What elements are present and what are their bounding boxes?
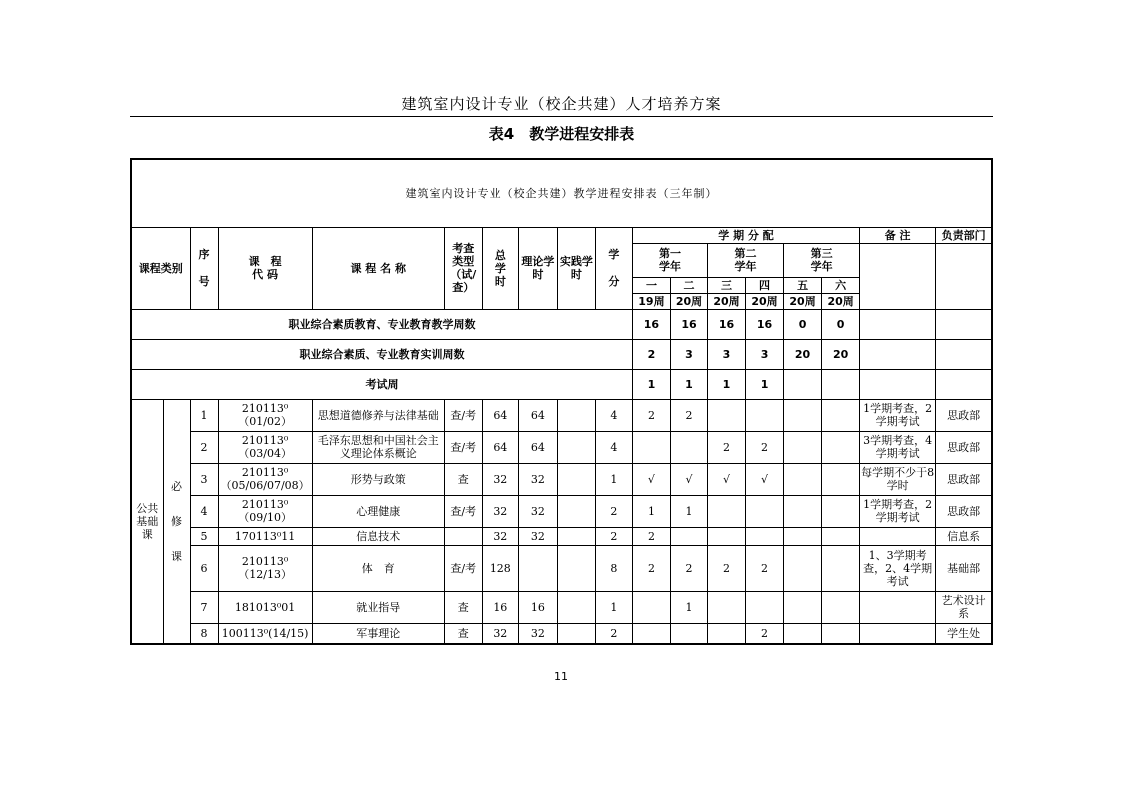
header-semester-weeks: 20周 (746, 293, 784, 309)
header-credits: 学 分 (595, 227, 632, 309)
course-semester-hours (822, 399, 860, 431)
course-total-hours: 32 (482, 495, 518, 527)
table-main-title: 建筑室内设计专业（校企共建）教学进程安排表（三年制） (131, 159, 992, 227)
course-semester-hours (822, 623, 860, 644)
course-practice-hours (557, 527, 595, 545)
header-year-1: 第一 学年 (632, 243, 707, 277)
header-year-2: 第二 学年 (707, 243, 783, 277)
header-course-code: 课 程 代 码 (218, 227, 312, 309)
course-code: 210113⁰（05/06/07/08） (218, 463, 312, 495)
summary-semester-value (822, 369, 860, 399)
summary-remarks-cell (860, 309, 936, 339)
course-total-hours: 32 (482, 527, 518, 545)
summary-row (131, 369, 992, 399)
header-rule (130, 116, 993, 117)
course-total-hours: 32 (482, 463, 518, 495)
summary-semester-value: 3 (670, 339, 707, 369)
course-credits: 8 (595, 545, 632, 591)
course-semester-hours (784, 623, 822, 644)
course-name: 信息技术 (312, 527, 444, 545)
course-semester-hours (822, 527, 860, 545)
course-code: 210113⁰（09/10） (218, 495, 312, 527)
course-credits: 1 (595, 463, 632, 495)
course-semester-hours (822, 545, 860, 591)
course-theory-hours: 64 (518, 399, 557, 431)
summary-department-cell (936, 369, 992, 399)
course-exam-type: 查 (444, 623, 482, 644)
summary-label: 职业综合素质、专业教育实训周数 (131, 339, 632, 369)
course-semester-hours: 1 (632, 495, 670, 527)
course-total-hours: 16 (482, 591, 518, 623)
header-year-3: 第三 学年 (784, 243, 860, 277)
course-code: 210113⁰（12/13） (218, 545, 312, 591)
header-semester-weeks: 20周 (670, 293, 707, 309)
course-semester-hours (784, 527, 822, 545)
course-semester-hours (746, 399, 784, 431)
header-semester-weeks: 20周 (707, 293, 745, 309)
course-total-hours: 128 (482, 545, 518, 591)
course-semester-hours (784, 431, 822, 463)
course-department: 基础部 (936, 545, 992, 591)
header-practice-hours: 实践学 时 (557, 227, 595, 309)
course-exam-type: 查/考 (444, 399, 482, 431)
summary-row (131, 339, 992, 369)
course-category-line: 课 (141, 527, 153, 541)
course-semester-hours (784, 463, 822, 495)
course-semester-hours: 2 (632, 545, 670, 591)
course-row (131, 591, 992, 623)
course-exam-type (444, 527, 482, 545)
course-semester-hours: 2 (707, 545, 745, 591)
header-theory-hours: 理论学 时 (518, 227, 557, 309)
course-remarks: 1学期考查，2学期考试 (860, 399, 936, 431)
summary-semester-value: 16 (746, 309, 784, 339)
header-total-hours: 总 学 时 (482, 227, 518, 309)
course-exam-type: 查 (444, 463, 482, 495)
course-practice-hours (557, 431, 595, 463)
table-title: 表4 教学进程安排表 (488, 125, 635, 143)
schedule-table-wrapper (130, 158, 993, 645)
course-semester-hours (707, 495, 745, 527)
header-exam-type: 考查 类型 （试/ 查） (444, 227, 482, 309)
course-remarks: 1学期考查，2学期考试 (860, 495, 936, 527)
course-semester-hours (632, 431, 670, 463)
summary-semester-value: 2 (632, 339, 670, 369)
summary-remarks-cell (860, 339, 936, 369)
course-seq: 6 (190, 545, 218, 591)
summary-semester-value: 0 (822, 309, 860, 339)
course-semester-hours: 2 (632, 399, 670, 431)
course-semester-hours: √ (632, 463, 670, 495)
summary-semester-value: 20 (784, 339, 822, 369)
course-remarks (860, 591, 936, 623)
summary-label: 职业综合素质教育、专业教育教学周数 (131, 309, 632, 339)
course-theory-hours: 32 (518, 463, 557, 495)
course-semester-hours (784, 545, 822, 591)
course-name: 就业指导 (312, 591, 444, 623)
header-course-name: 课 程 名 称 (312, 227, 444, 309)
summary-semester-value: 0 (784, 309, 822, 339)
header-semester-name: 三 (707, 277, 745, 293)
course-subcategory-char: 课 (171, 549, 183, 563)
header-semester-name: 四 (746, 277, 784, 293)
header-semester-name: 五 (784, 277, 822, 293)
summary-semester-value: 3 (707, 339, 745, 369)
course-semester-hours: 2 (670, 545, 707, 591)
summary-department-cell (936, 339, 992, 369)
course-category-line: 公共 (136, 501, 159, 515)
course-semester-hours (670, 527, 707, 545)
course-semester-hours: 1 (670, 591, 707, 623)
course-code: 100113⁰(14/15) (218, 623, 312, 644)
course-theory-hours: 16 (518, 591, 557, 623)
course-theory-hours: 32 (518, 495, 557, 527)
teaching-schedule-table (130, 158, 993, 645)
document-header: 建筑室内设计专业（校企共建）人才培养方案 (401, 95, 722, 113)
summary-semester-value: 16 (707, 309, 745, 339)
course-exam-type: 查/考 (444, 495, 482, 527)
course-semester-hours: 2 (746, 431, 784, 463)
course-row (131, 623, 992, 644)
course-remarks (860, 623, 936, 644)
course-exam-type: 查/考 (444, 545, 482, 591)
course-seq: 2 (190, 431, 218, 463)
summary-semester-value (784, 369, 822, 399)
course-semester-hours (746, 591, 784, 623)
course-practice-hours (557, 591, 595, 623)
course-department: 学生处 (936, 623, 992, 644)
course-semester-hours: √ (670, 463, 707, 495)
summary-department-cell (936, 309, 992, 339)
course-credits: 2 (595, 623, 632, 644)
course-remarks (860, 527, 936, 545)
course-name: 体 育 (312, 545, 444, 591)
course-row (131, 431, 992, 463)
course-row (131, 399, 992, 431)
summary-row (131, 309, 992, 339)
course-seq: 8 (190, 623, 218, 644)
course-seq: 4 (190, 495, 218, 527)
course-semester-hours (822, 495, 860, 527)
course-subcategory-char: 修 (171, 514, 183, 528)
course-row (131, 545, 992, 591)
course-credits: 1 (595, 591, 632, 623)
course-credits: 4 (595, 431, 632, 463)
summary-remarks-cell (860, 369, 936, 399)
course-semester-hours (632, 623, 670, 644)
course-semester-hours: √ (746, 463, 784, 495)
summary-semester-value: 16 (632, 309, 670, 339)
header-semester-weeks: 20周 (784, 293, 822, 309)
course-semester-hours (670, 623, 707, 644)
course-theory-hours: 32 (518, 623, 557, 644)
course-category-line: 基础 (136, 514, 159, 528)
course-semester-hours: 2 (746, 623, 784, 644)
course-exam-type: 查 (444, 591, 482, 623)
header-remarks: 备 注 (860, 227, 936, 243)
course-semester-hours (822, 431, 860, 463)
course-department: 艺术设计系 (936, 591, 992, 623)
header-seq: 序 号 (190, 227, 218, 309)
course-credits: 2 (595, 495, 632, 527)
course-name: 形势与政策 (312, 463, 444, 495)
course-department: 思政部 (936, 431, 992, 463)
course-semester-hours: 2 (632, 527, 670, 545)
header-semester-allocation: 学 期 分 配 (632, 227, 859, 243)
summary-semester-value: 1 (707, 369, 745, 399)
course-seq: 5 (190, 527, 218, 545)
summary-semester-value: 1 (670, 369, 707, 399)
header-remarks-blank (860, 243, 936, 309)
header-semester-name: 一 (632, 277, 670, 293)
course-row (131, 463, 992, 495)
course-category-cell (131, 399, 163, 644)
course-row (131, 527, 992, 545)
course-semester-hours (784, 495, 822, 527)
course-semester-hours: 2 (707, 431, 745, 463)
course-semester-hours (822, 591, 860, 623)
course-row (131, 495, 992, 527)
course-department: 信息系 (936, 527, 992, 545)
course-code: 170113⁰11 (218, 527, 312, 545)
course-theory-hours: 32 (518, 527, 557, 545)
course-remarks: 1、3学期考查，2、4学期考试 (860, 545, 936, 591)
course-name: 军事理论 (312, 623, 444, 644)
course-department: 思政部 (936, 463, 992, 495)
course-practice-hours (557, 463, 595, 495)
course-name: 思想道德修养与法律基础 (312, 399, 444, 431)
summary-label: 考试周 (131, 369, 632, 399)
course-semester-hours (707, 591, 745, 623)
course-code: 210113⁰（01/02） (218, 399, 312, 431)
course-practice-hours (557, 623, 595, 644)
course-semester-hours (707, 527, 745, 545)
course-name: 毛泽东思想和中国社会主义理论体系概论 (312, 431, 444, 463)
course-theory-hours: 64 (518, 431, 557, 463)
header-department: 负责部门 (936, 227, 992, 243)
header-semester-weeks: 20周 (822, 293, 860, 309)
course-semester-hours: √ (707, 463, 745, 495)
header-semester-name: 六 (822, 277, 860, 293)
summary-semester-value: 16 (670, 309, 707, 339)
course-subcategory-cell (163, 399, 190, 644)
course-semester-hours (746, 495, 784, 527)
summary-semester-value: 1 (632, 369, 670, 399)
course-semester-hours: 2 (670, 399, 707, 431)
course-department: 思政部 (936, 495, 992, 527)
course-exam-type: 查/考 (444, 431, 482, 463)
course-total-hours: 32 (482, 623, 518, 644)
summary-semester-value: 3 (746, 339, 784, 369)
course-practice-hours (557, 495, 595, 527)
course-total-hours: 64 (482, 399, 518, 431)
course-practice-hours (557, 545, 595, 591)
course-name: 心理健康 (312, 495, 444, 527)
course-credits: 2 (595, 527, 632, 545)
course-total-hours: 64 (482, 431, 518, 463)
header-department-blank (936, 243, 992, 309)
course-semester-hours (632, 591, 670, 623)
header-course-category: 课程类别 (131, 227, 190, 309)
course-semester-hours (707, 399, 745, 431)
course-code: 181013⁰01 (218, 591, 312, 623)
course-seq: 7 (190, 591, 218, 623)
course-semester-hours: 1 (670, 495, 707, 527)
course-semester-hours (784, 399, 822, 431)
course-remarks: 每学期不少于8学时 (860, 463, 936, 495)
course-practice-hours (557, 399, 595, 431)
course-department: 思政部 (936, 399, 992, 431)
course-semester-hours (746, 527, 784, 545)
header-semester-name: 二 (670, 277, 707, 293)
course-semester-hours (670, 431, 707, 463)
course-semester-hours (784, 591, 822, 623)
course-semester-hours: 2 (746, 545, 784, 591)
course-seq: 1 (190, 399, 218, 431)
course-semester-hours (822, 463, 860, 495)
course-seq: 3 (190, 463, 218, 495)
summary-semester-value: 20 (822, 339, 860, 369)
course-code: 210113⁰（03/04） (218, 431, 312, 463)
course-remarks: 3学期考查，4学期考试 (860, 431, 936, 463)
course-semester-hours (707, 623, 745, 644)
page-number: 11 (554, 670, 568, 683)
course-credits: 4 (595, 399, 632, 431)
summary-semester-value: 1 (746, 369, 784, 399)
header-semester-weeks: 19周 (632, 293, 670, 309)
course-theory-hours (518, 545, 557, 591)
course-subcategory-char: 必 (171, 479, 183, 493)
